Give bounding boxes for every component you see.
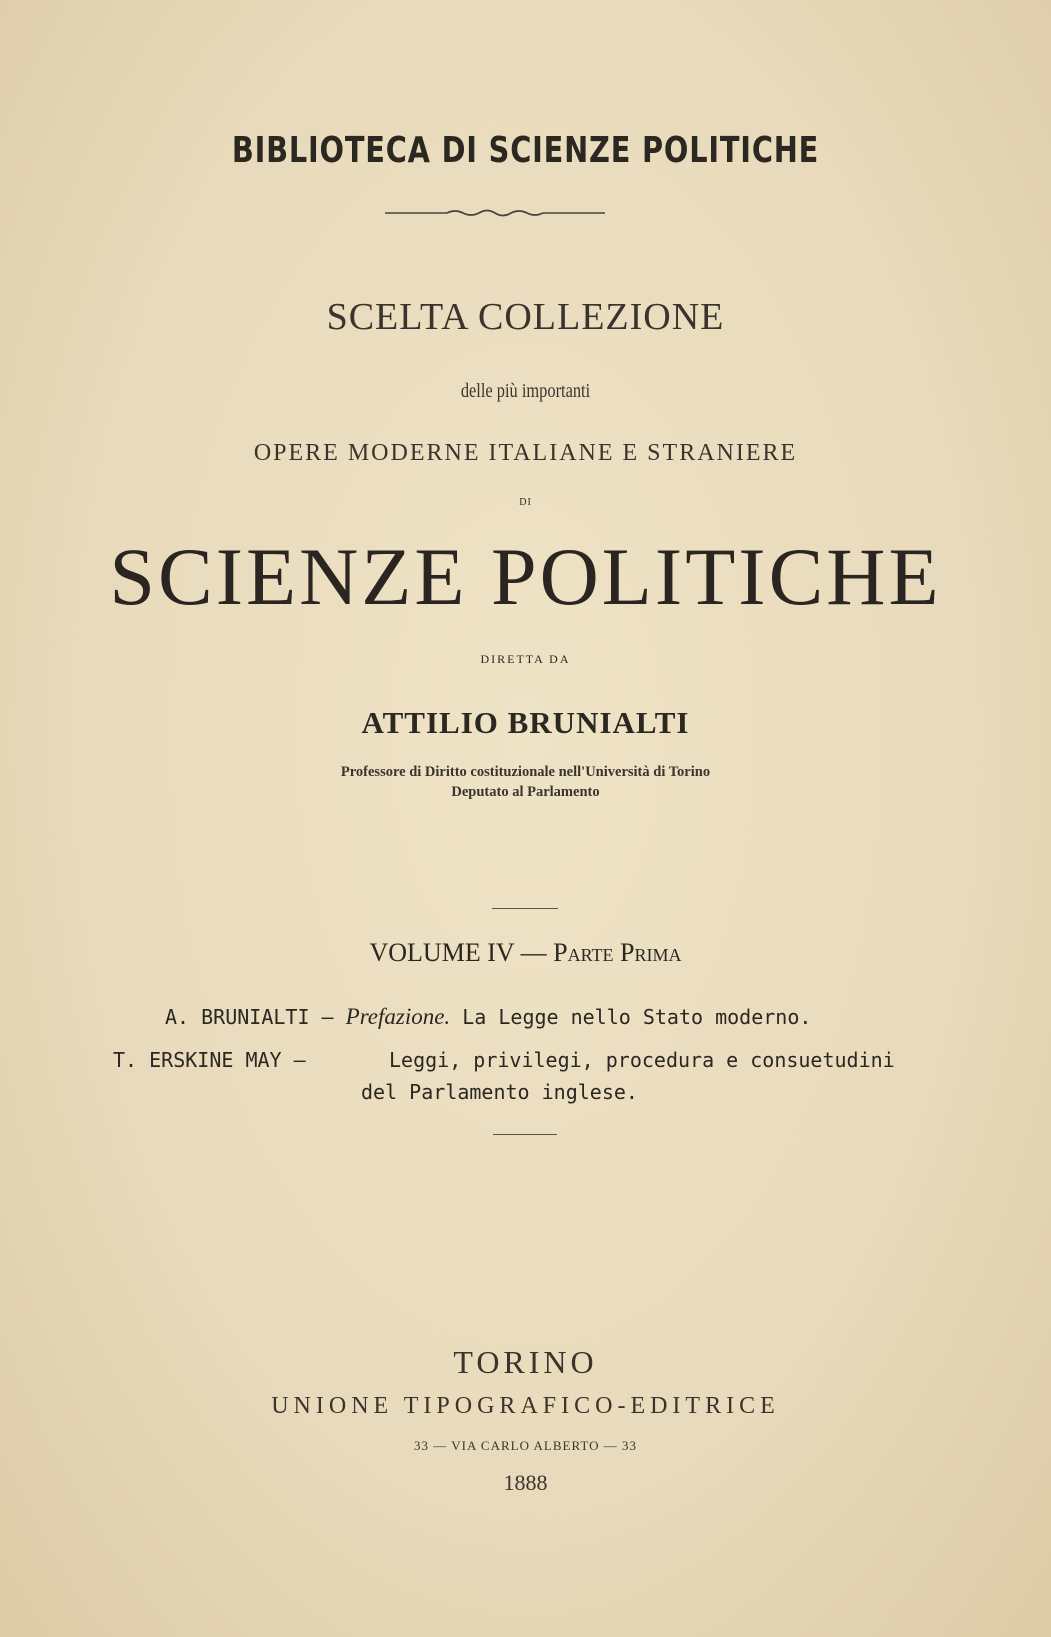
contents-entry-2-title: Leggi, privilegi, procedura e consuetudini [389, 1048, 895, 1072]
imprint-publisher: UNIONE TIPOGRAFICO-EDITRICE [271, 1393, 780, 1419]
entry-title: La Legge nello Stato moderno. [462, 1005, 812, 1029]
collection-line-4: DI [519, 497, 532, 508]
imprint-year: 1888 [503, 1470, 548, 1495]
entry-dash: — [321, 1005, 334, 1029]
volume-part: Parte Prima [553, 938, 682, 967]
volume-line [0, 938, 1051, 968]
directed-by: DIRETTA DA [480, 652, 571, 666]
editor-credential-1: Professore di Diritto costituzionale nell'Università di Torino [340, 764, 711, 780]
volume-separator: — [520, 938, 547, 967]
collection-line-2: delle più importanti [460, 380, 591, 402]
entry-author: A. BRUNIALTI [165, 1005, 310, 1029]
volume-number: VOLUME IV [369, 938, 515, 967]
collection-line-1: SCELTA COLLEZIONE [326, 296, 725, 338]
entry-dash: — [293, 1048, 306, 1072]
collection-line-3: OPERE MODERNE ITALIANE E STRANIERE [253, 440, 798, 466]
editor-name: ATTILIO BRUNIALTI [361, 705, 690, 740]
imprint-place: TORINO [453, 1344, 598, 1380]
series-title: BIBLIOTECA DI SCIENZE POLITICHE [231, 130, 820, 171]
editor-credential-2: Deputato al Parlamento [451, 784, 600, 800]
imprint-address: 33 — VIA CARLO ALBERTO — 33 [414, 1438, 637, 1453]
divider-rule-2 [493, 1134, 557, 1135]
ornament-divider [385, 205, 605, 221]
entry-author: T. ERSKINE MAY [113, 1048, 282, 1072]
contents-entry-2-title-cont: del Parlamento inglese. [361, 1080, 638, 1104]
divider-rule-1 [492, 908, 558, 909]
entry-title-italic: Prefazione. [345, 1004, 451, 1029]
main-title: SCIENZE POLITICHE [109, 531, 942, 622]
contents-entry-2-author [113, 1048, 306, 1072]
contents-entry-1 [165, 1004, 811, 1030]
